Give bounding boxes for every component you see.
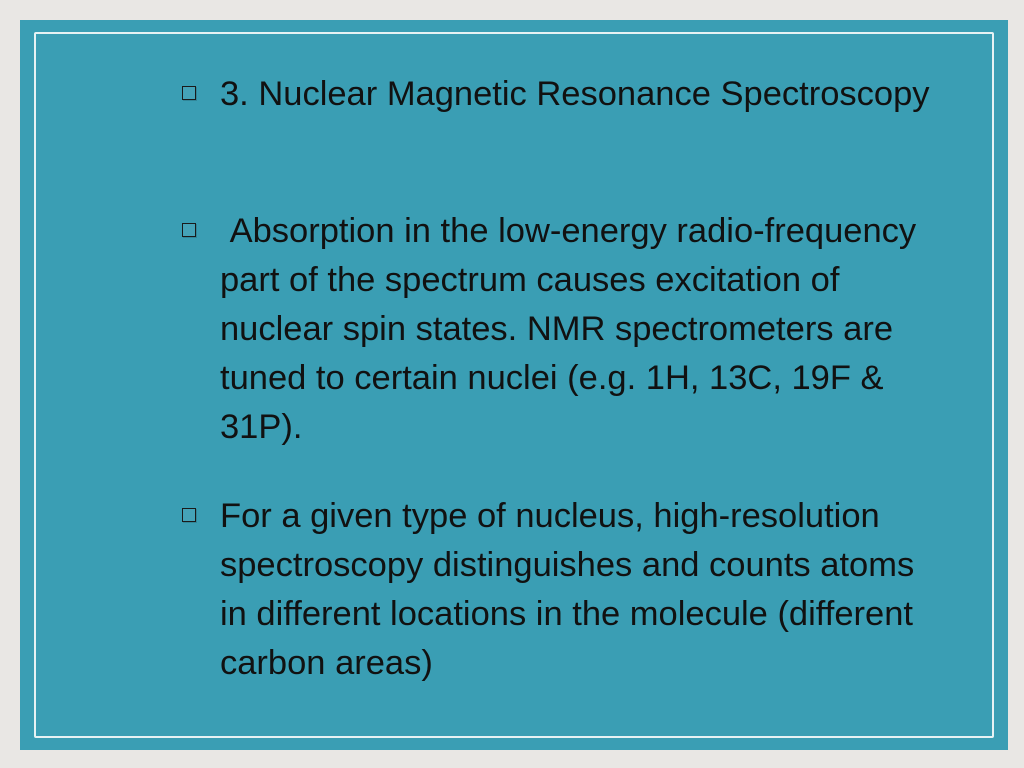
bullet-item-nmr-title bbox=[220, 70, 940, 119]
bullet-item-absorption bbox=[220, 207, 940, 452]
slide-panel bbox=[20, 20, 1008, 750]
bullet-text: For a given type of nucleus, high-resolution spectroscopy distinguishes and counts atoms in different locations in the molecule (different carbon areas) bbox=[220, 497, 915, 682]
square-bullet-icon bbox=[182, 86, 196, 100]
square-bullet-icon bbox=[182, 508, 196, 522]
square-bullet-icon bbox=[182, 223, 196, 237]
bullet-text: 3. Nuclear Magnetic Resonance Spectroscopy bbox=[220, 75, 930, 113]
bullet-item-high-resolution bbox=[220, 492, 940, 688]
bullet-text: Absorption in the low-energy radio-frequency part of the spectrum causes excitation of nuclear spin states. NMR spectrometers are tuned to certain nuclei (e.g. 1H, 13C, 19F & 31P). bbox=[220, 212, 926, 446]
